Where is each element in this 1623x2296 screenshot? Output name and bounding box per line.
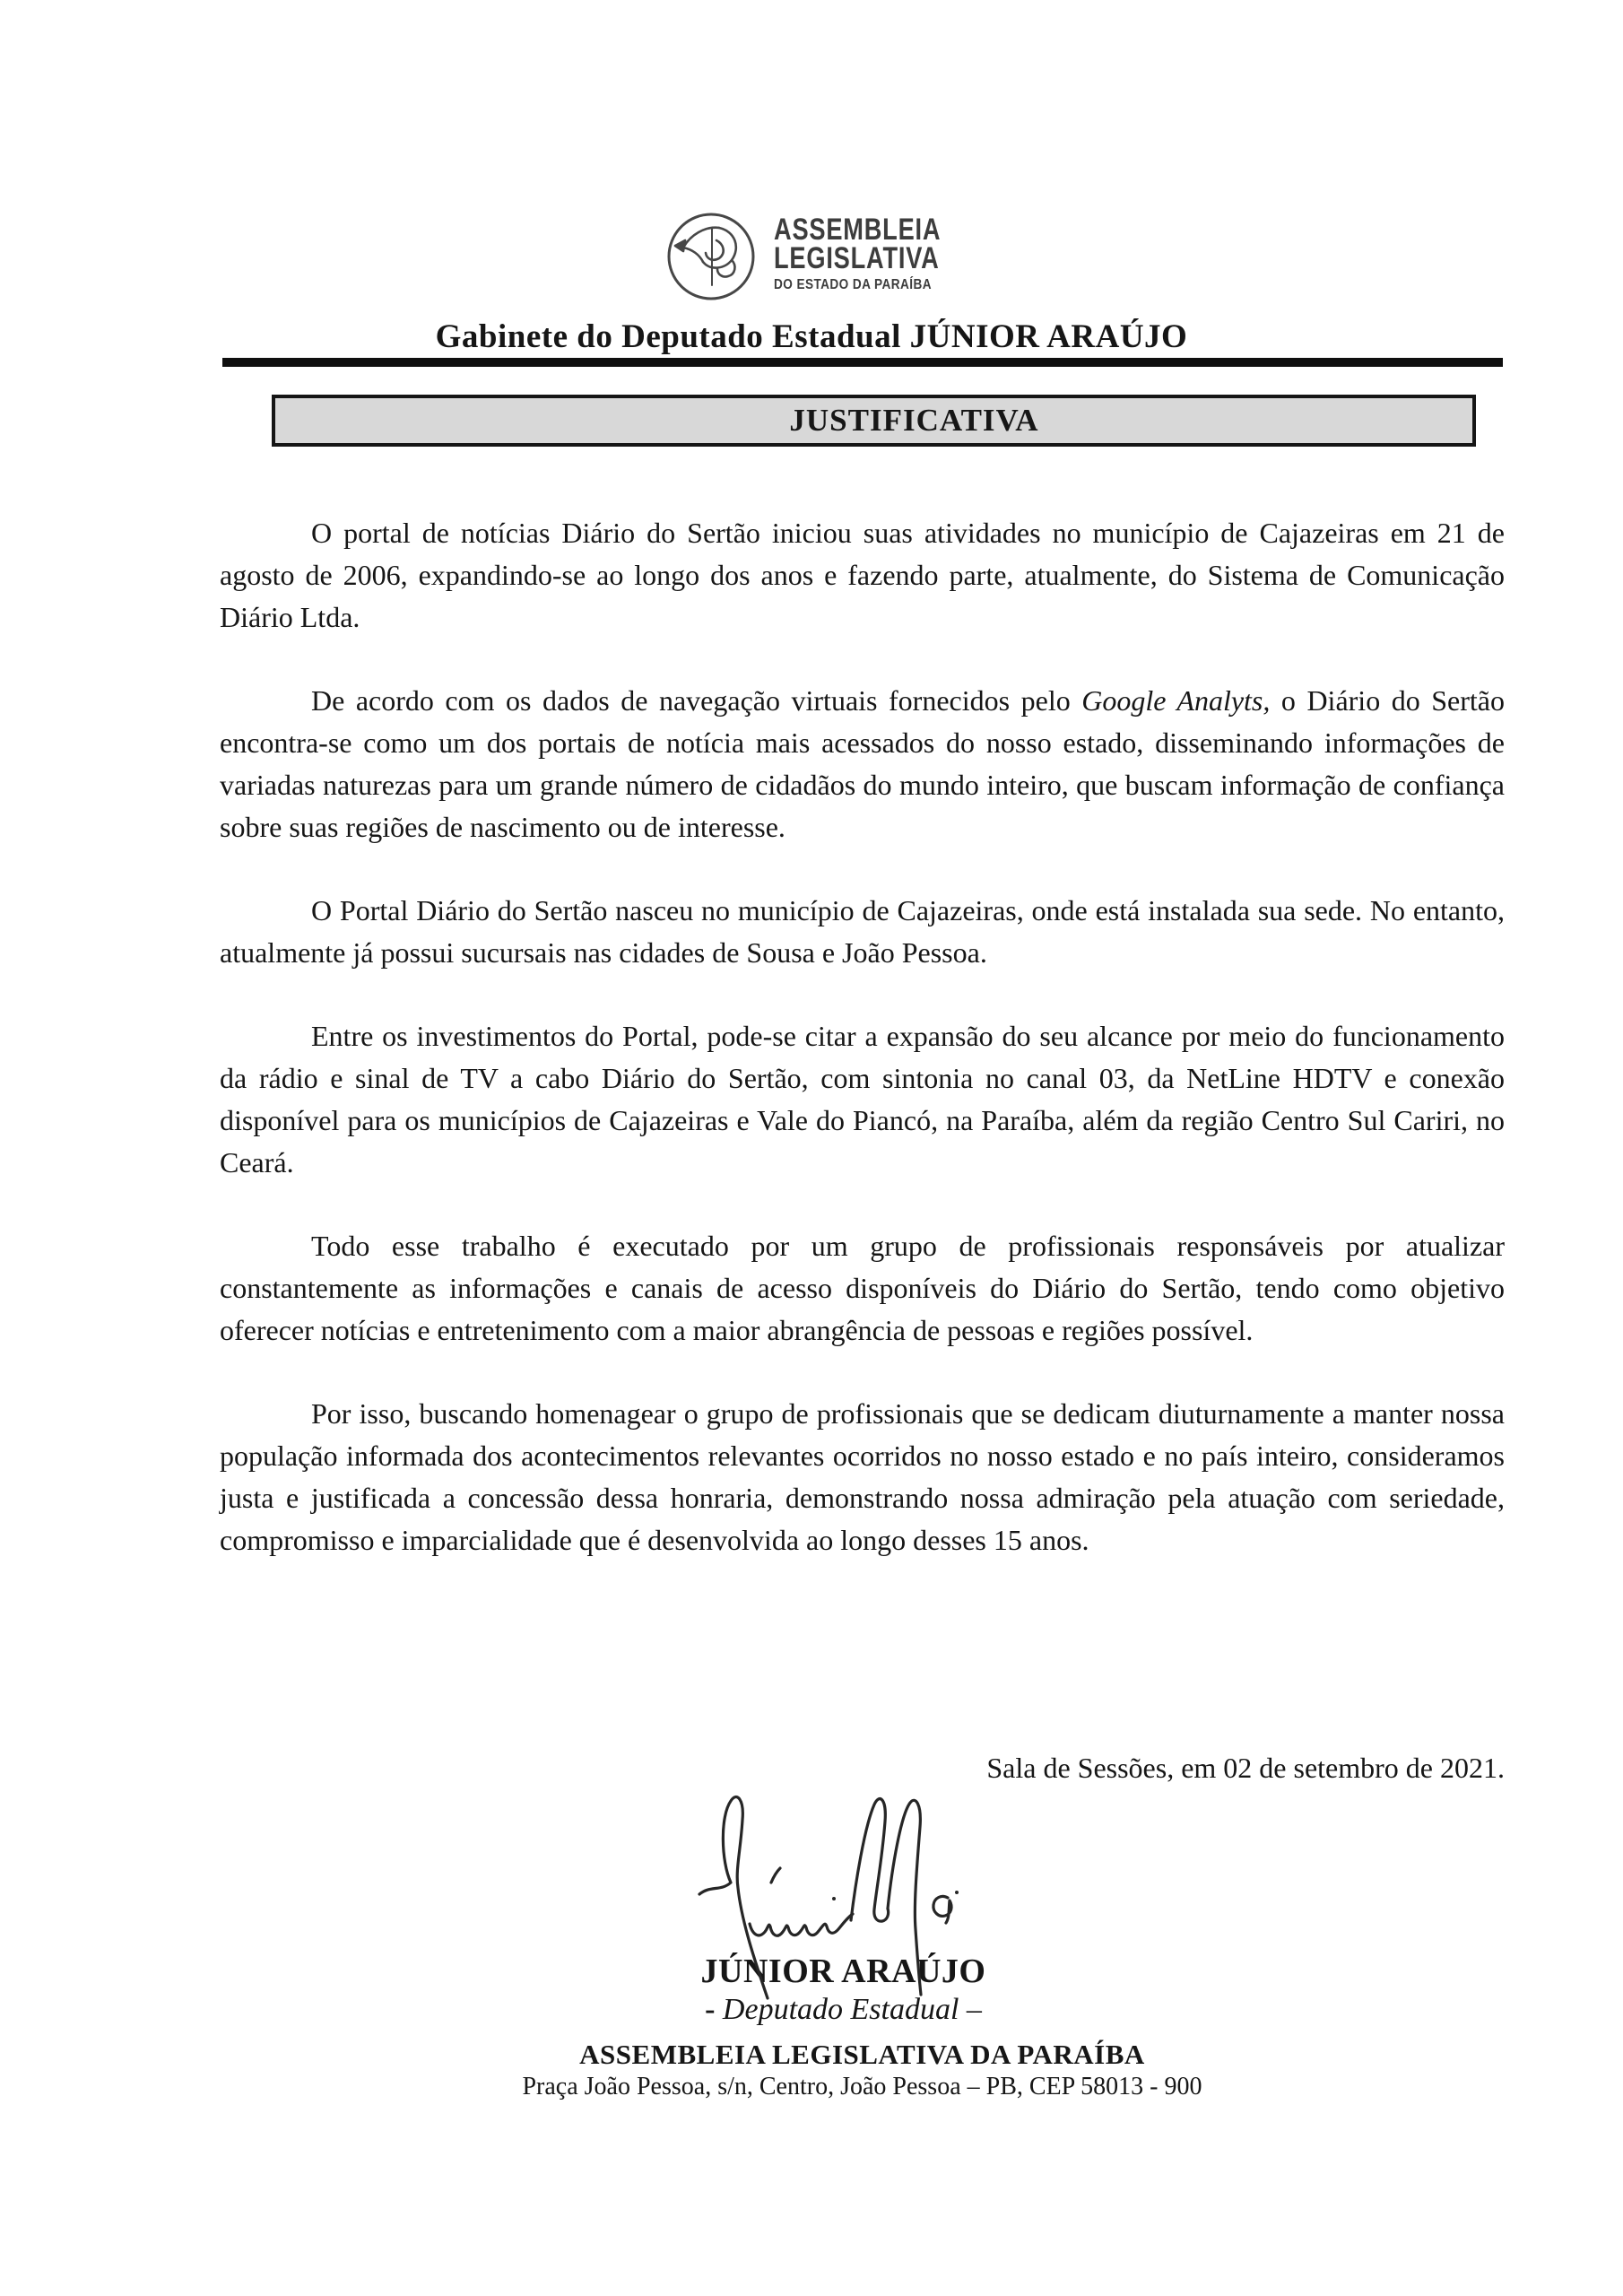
- document-title: JUSTIFICATIVA: [789, 403, 1039, 438]
- paragraph-2: [220, 680, 1505, 848]
- date-line: Sala de Sessões, em 02 de setembro de 2021.: [986, 1752, 1505, 1784]
- signer-role-text: Deputado Estadual –: [722, 1993, 982, 2026]
- paragraph-2-italic: Google Analyts,: [1081, 684, 1271, 717]
- signer-role: [201, 1991, 1486, 2029]
- alpb-logo: [23, 206, 1623, 303]
- document-title-box: [272, 395, 1476, 447]
- signer-name: JÚNIOR ARAÚJO: [700, 1952, 986, 1990]
- logo-line1: ASSEMBLEIA: [773, 213, 941, 247]
- logo-text: [774, 206, 983, 293]
- footer-org: ASSEMBLEIA LEGISLATIVA DA PARAÍBA: [579, 2039, 1145, 2070]
- logo-line3: DO ESTADO DA PARAÍBA: [773, 277, 932, 292]
- signature-block: [201, 1953, 1486, 2029]
- document-body: [220, 512, 1505, 1603]
- signer-role-dash: -: [705, 1993, 716, 2026]
- office-title: Gabinete do Deputado Estadual JÚNIOR ARAÚJO: [435, 318, 1188, 355]
- paragraph-2-pre: De acordo com os dados de navegação virtuais fornecidos pelo: [311, 684, 1082, 717]
- paragraph-2-post: o Diário do Sertão encontra-se como um dos portais de notícia mais acessados do nosso estado, disseminando informações de variadas naturezas para um grande número de cidadãos do mundo inteiro, que buscam informação de confiança sobre suas regiões de nascimento ou de interesse.: [220, 684, 1506, 843]
- paragraph-1: O portal de notícias Diário do Sertão iniciou suas atividades no município de Cajazeiras em 21 de agosto de 2006, expandindo-se ao longo dos anos e fazendo parte, atualmente, do Sistema de Comunicação Diário Ltda.: [220, 517, 1505, 633]
- logo-line2: LEGISLATIVA: [773, 241, 940, 275]
- footer: [220, 2038, 1505, 2101]
- paragraph-3: O Portal Diário do Sertão nasceu no município de Cajazeiras, onde está instalada sua sede. No entanto, atualmente já possui sucursais nas cidades de Sousa e João Pessoa.: [220, 894, 1505, 969]
- paragraph-5: Todo esse trabalho é executado por um grupo de profissionais responsáveis por atualizar constantemente as informações e canais de acesso disponíveis do Diário do Sertão, tendo como objetivo oferecer notícias e entretenimento com a maior abrangência de pessoas e regiões possível.: [220, 1230, 1505, 1346]
- footer-address: Praça João Pessoa, s/n, Centro, João Pessoa – PB, CEP 58013 - 900: [522, 2073, 1202, 2100]
- paragraph-4: Entre os investimentos do Portal, pode-se citar a expansão do seu alcance por meio do funcionamento da rádio e sinal de TV a cabo Diário do Sertão, com sintonia no canal 03, da NetLine HDTV e conexão disponível para os municípios de Cajazeiras e Vale do Piancó, na Paraíba, além da região Centro Sul Cariri, no Ceará.: [220, 1020, 1505, 1178]
- paragraph-6: Por isso, buscando homenagear o grupo de profissionais que se dedicam diuturnamente a manter nossa população informada dos acontecimentos relevantes ocorridos no nosso estado e no país inteiro, consideramos justa e justificada a concessão dessa honraria, demonstrando nossa admiração pela atuação com seriedade, compromisso e imparcialidade que é desenvolvida ao longo desses 15 anos.: [220, 1397, 1505, 1556]
- assembleia-logo-icon: [664, 210, 758, 303]
- header-divider: [222, 358, 1503, 367]
